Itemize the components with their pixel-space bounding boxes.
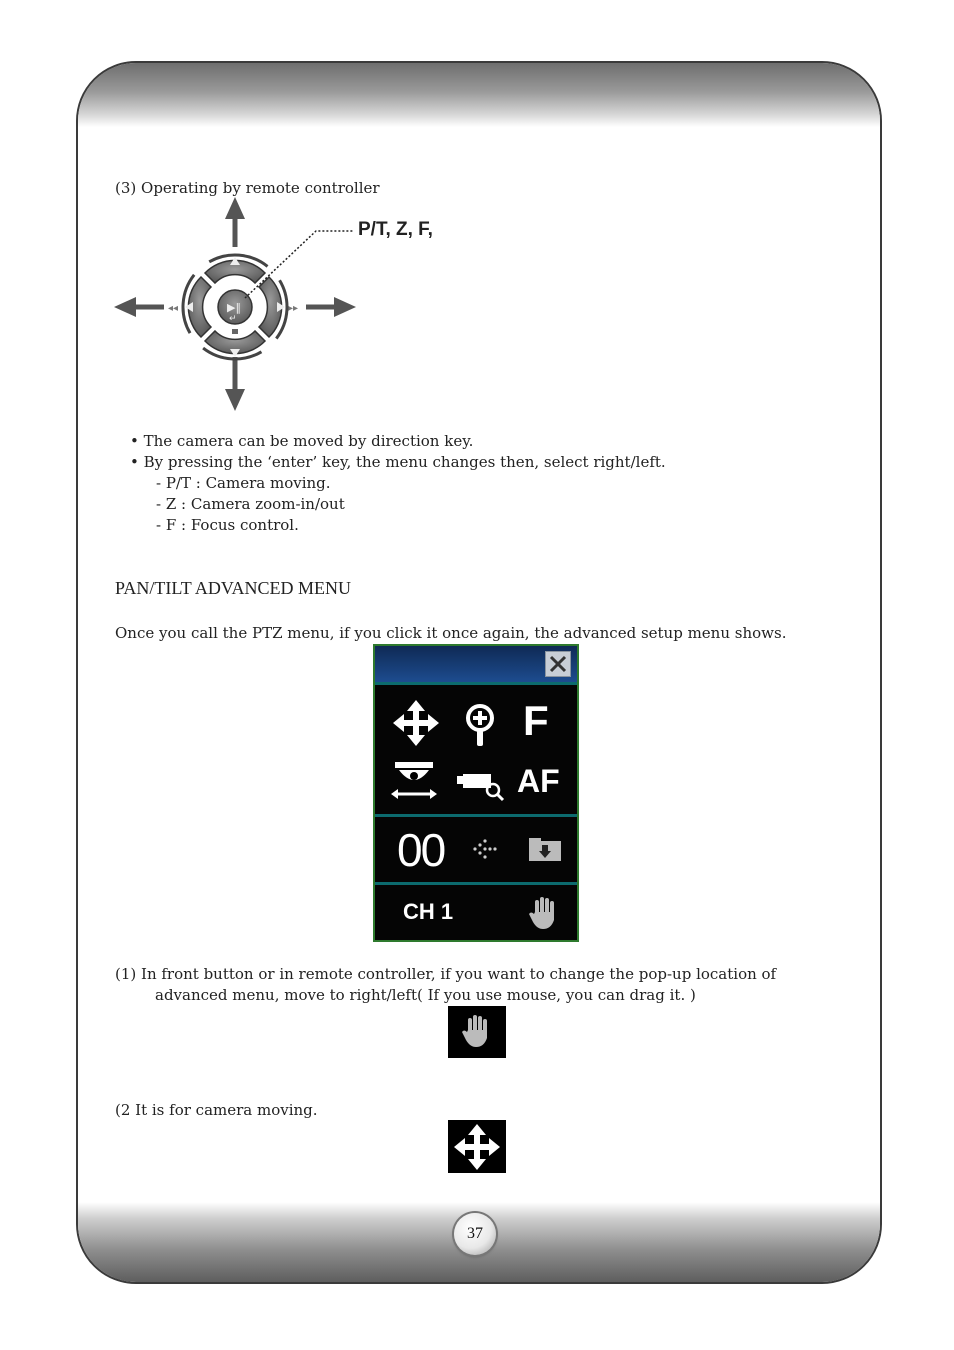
direction-pad (164, 236, 307, 379)
dots-arrow-icon[interactable] (471, 838, 499, 860)
item1-line1: (1) In front button or in remote controller, if you want to change the pop-up location of (115, 965, 777, 983)
item1-line2: advanced menu, move to right/left( If you use mouse, you can drag it. ) (155, 986, 696, 1004)
folder-down-icon[interactable] (529, 838, 561, 862)
subitem-z: - Z : Camera zoom-in/out (156, 495, 345, 513)
remote-callout-label: P/T, Z, F, (358, 219, 433, 240)
item2: (2 It is for camera moving. (115, 1101, 318, 1119)
dome-camera-icon[interactable] (391, 760, 437, 802)
auto-focus-icon[interactable]: AF (517, 763, 560, 799)
move-icon[interactable] (393, 700, 439, 746)
close-icon (546, 652, 570, 676)
ptz-menu-titlebar[interactable] (375, 646, 577, 682)
svg-text:▸▸: ▸▸ (288, 303, 299, 314)
svg-text:◂◂: ◂◂ (168, 303, 179, 314)
arrow-down-icon (225, 357, 245, 411)
focus-icon[interactable]: F (523, 697, 549, 744)
channel-label: CH 1 (403, 899, 454, 924)
page-header-band (78, 63, 880, 127)
section-intro: Once you call the PTZ menu, if you click it once again, the advanced setup menu shows. (115, 624, 787, 642)
remote-intro: (3) Operating by remote controller (115, 179, 380, 197)
hand-icon (462, 1014, 492, 1050)
camera-wrench-icon[interactable] (457, 768, 505, 802)
preset-number: 00 (397, 824, 445, 876)
section-title: PAN/TILT ADVANCED MENU (115, 578, 352, 598)
close-button[interactable] (545, 651, 571, 677)
bullet-2: • By pressing the ‘enter’ key, the menu changes then, select right/left. (130, 453, 666, 471)
arrow-up-icon (225, 197, 245, 247)
hand-icon[interactable] (529, 896, 559, 930)
svg-text:↵: ↵ (229, 314, 237, 324)
ptz-advanced-menu (373, 644, 579, 942)
svg-text:▶‖: ▶‖ (227, 301, 241, 314)
zoom-icon[interactable] (463, 702, 497, 748)
hand-icon-sample (448, 1006, 506, 1058)
remote-controller-diagram (110, 195, 470, 417)
move-icon-sample (448, 1120, 506, 1173)
subitem-f: - F : Focus control. (156, 516, 299, 534)
arrow-right-icon (306, 297, 356, 317)
page-number: 37 (454, 1213, 496, 1255)
bullet-1: • The camera can be moved by direction key. (130, 432, 474, 450)
arrow-left-icon (114, 297, 164, 317)
subitem-pt: - P/T : Camera moving. (156, 474, 331, 492)
move-icon (454, 1124, 500, 1170)
